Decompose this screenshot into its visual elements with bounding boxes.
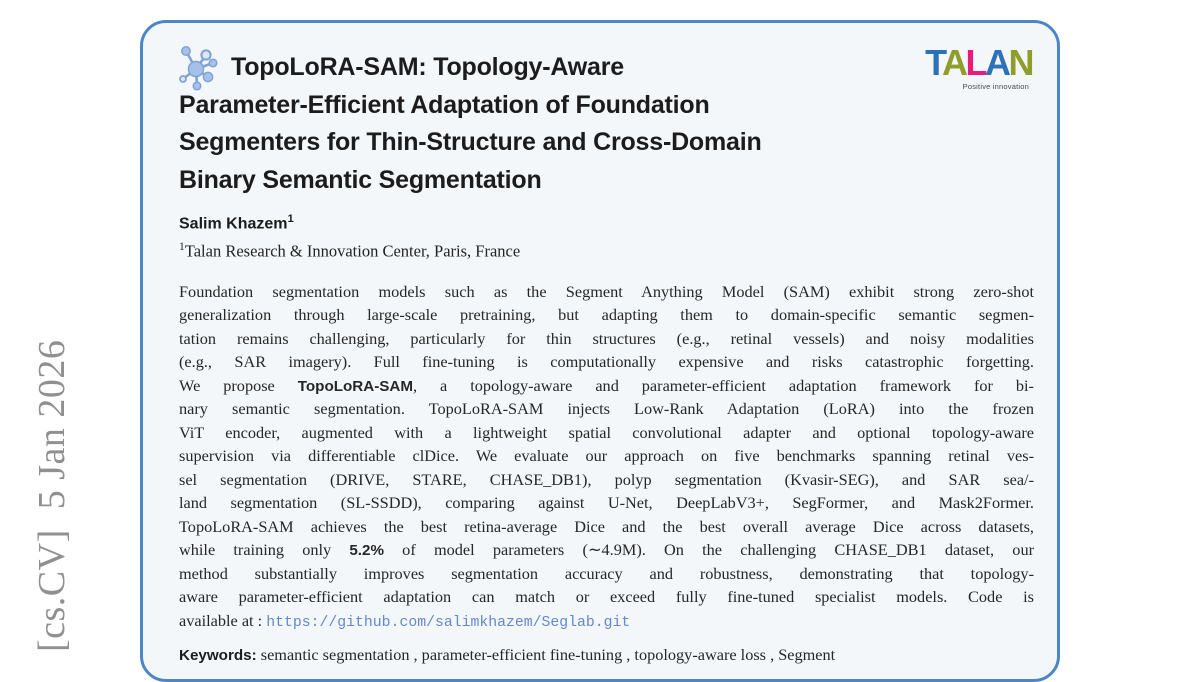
- abstract-text: Foundation segmentation models such as the Segment Anything Model (SAM) exhibit strong zero-shot: [179, 281, 1034, 301]
- abstract-line: [179, 421, 1034, 445]
- author-superscript: 1: [287, 213, 294, 225]
- abstract-line: [179, 444, 1034, 468]
- author-line: [179, 208, 1033, 235]
- abstract-line: [179, 515, 1034, 539]
- affiliation-text: Talan Research & Innovation Center, Paris, France: [184, 241, 521, 261]
- author-name: Salim Khazem: [179, 215, 288, 233]
- abstract-text: generalization through large-scale pretraining, but adapting them to domain-specific semantic segmen-: [179, 305, 1034, 325]
- keywords-line: [179, 645, 1033, 665]
- abstract-text: nary semantic segmentation. TopoLoRA-SAM injects Low-Rank Adaptation (LoRA) into the frozen: [179, 399, 1034, 419]
- abstract-line: [179, 397, 1034, 421]
- abstract-text: , a topology-aware and parameter-efficient adaptation framework for bi-: [413, 375, 1034, 395]
- abstract-text: (e.g., SAR imagery). Full fine-tuning is computationally expensive and risks catastrophic forgetting.: [179, 352, 1034, 372]
- abstract-line: [179, 350, 1034, 374]
- abstract-text: We propose: [179, 375, 298, 395]
- abstract-text: ViT encoder, augmented with a lightweight spatial convolutional adapter and optional topology-aware: [179, 422, 1034, 442]
- abstract-line: [179, 562, 1034, 586]
- abstract-line: [179, 609, 1034, 633]
- paper-title-line: Binary Semantic Segmentation: [179, 165, 542, 194]
- paper-first-page: [140, 20, 1060, 682]
- abstract-bold-text: 5.2%: [349, 542, 384, 560]
- affiliation: [179, 235, 1033, 264]
- abstract-text: tation remains challenging, particularly for thin structures (e.g., retinal vessels) and noisy modalities: [179, 328, 1034, 348]
- keywords-text: semantic segmentation , parameter-efficient fine-tuning , topology-aware loss , Segment: [256, 645, 836, 665]
- talan-logo-letter: A: [985, 42, 1009, 83]
- affiliation-superscript: 1: [179, 241, 185, 254]
- code-repository-link[interactable]: https://github.com/salimkhazem/Seglab.git: [266, 614, 631, 631]
- abstract-line: [179, 327, 1034, 351]
- talan-logo-tagline: Positive innovation: [962, 82, 1029, 91]
- abstract-bold-text: TopoLoRA-SAM: [297, 377, 414, 395]
- paper-title-line: Parameter-Efficient Adaptation of Foundation: [179, 90, 710, 119]
- keywords-label: Keywords:: [179, 647, 257, 665]
- talan-logo-letter: T: [925, 42, 942, 83]
- talan-logo-letter: N: [1008, 42, 1032, 83]
- network-molecule-icon: [177, 43, 221, 93]
- paper-title: [179, 49, 1033, 199]
- paper-title-line: TopoLoRA-SAM: Topology-Aware: [231, 53, 624, 81]
- abstract-text: supervision via differentiable clDice. We evaluate our approach on five benchmarks spanning retinal ves-: [179, 446, 1034, 466]
- abstract-text: aware parameter-efficient adaptation can match or exceed fully fine-tuned specialist models. Code is: [179, 587, 1034, 607]
- abstract-text: land segmentation (SL-SSDD), comparing against U-Net, DeepLabV3+, SegFormer, and Mask2Former.: [179, 493, 1034, 513]
- talan-logo: [925, 42, 1032, 91]
- abstract-line: [179, 280, 1034, 304]
- abstract-text: method substantially improves segmentation accuracy and robustness, demonstrating that topology-: [179, 563, 1034, 583]
- talan-logo-letter: A: [942, 42, 966, 83]
- abstract-text: available at :: [179, 610, 267, 630]
- abstract-line: [179, 491, 1034, 515]
- abstract-line: [179, 303, 1034, 327]
- paper-title-line: Segmenters for Thin-Structure and Cross-Domain: [179, 128, 762, 156]
- talan-logo-letters: [925, 42, 1032, 83]
- arxiv-stamp: [cs.CV] 5 Jan 2026: [31, 339, 73, 652]
- talan-logo-letter: L: [965, 42, 985, 83]
- abstract-text: of model parameters (∼4.9M). On the challenging CHASE_DB1 dataset, our: [383, 540, 1034, 560]
- abstract-line: [179, 374, 1034, 398]
- abstract-text: sel segmentation (DRIVE, STARE, CHASE_DB1), polyp segmentation (Kvasir-SEG), and SAR sea/-: [179, 469, 1034, 489]
- abstract-text: while training only: [179, 540, 350, 560]
- abstract-line: [179, 468, 1034, 492]
- abstract-line: [179, 538, 1034, 562]
- abstract: [179, 280, 1034, 633]
- abstract-line: [179, 585, 1034, 609]
- abstract-text: TopoLoRA-SAM achieves the best retina-average Dice and the best overall average Dice across datasets,: [179, 516, 1034, 536]
